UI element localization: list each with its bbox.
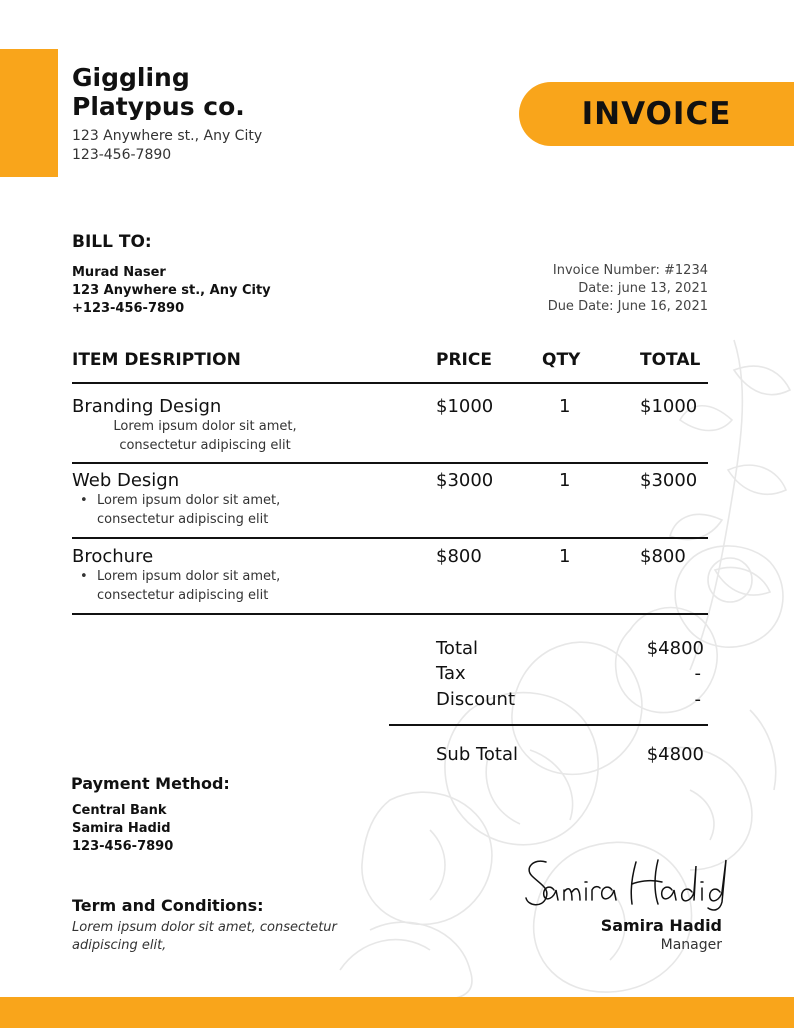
item-name: Web Design [72,470,180,491]
bill-to-name: Murad Naser [72,265,166,280]
item-description [90,417,320,455]
item-description-line: Lorem ipsum dolor sit amet, [97,493,281,508]
payment-name: Samira Hadid [72,821,171,836]
company-phone: 123-456-7890 [72,147,172,163]
signer-name: Samira Hadid [600,916,722,935]
company-name-line1: Giggling [72,63,190,92]
header-price: PRICE [436,350,492,370]
item-description [80,567,280,605]
item-qty: 1 [559,546,571,567]
item-total: $3000 [640,470,698,491]
header-rule-right [390,382,708,384]
subtotal-label: Sub Total [436,744,519,765]
item-total: $800 [640,546,686,567]
company-address: 123 Anywhere st., Any City [72,128,263,144]
terms-heading: Term and Conditions: [72,896,264,915]
header-qty: QTY [542,350,581,370]
item-qty: 1 [559,396,571,417]
invoice-title-pill [519,82,794,146]
subtotal-value: $4800 [646,744,704,765]
item-description-line: Lorem ipsum dolor sit amet, [113,419,297,434]
discount-value: - [694,689,701,710]
item-description-line: Lorem ipsum dolor sit amet, [97,569,281,584]
total-label: Total [436,638,479,659]
signature-graphic [520,852,730,914]
header-total: TOTAL [640,350,701,370]
item-description-line: consectetur adipiscing elit [97,588,269,603]
tax-value: - [694,663,701,684]
tax-label: Tax [436,663,466,684]
header-rule-left [72,382,390,384]
item-price: $800 [436,546,482,567]
bill-to-phone: +123-456-7890 [72,301,185,316]
item-qty: 1 [559,470,571,491]
row-divider [72,462,708,464]
item-price: $3000 [436,470,494,491]
payment-bank: Central Bank [72,803,167,818]
item-total: $1000 [640,396,698,417]
invoice-meta [548,262,708,316]
bill-to-address: 123 Anywhere st., Any City [72,283,271,298]
footer-accent-bar [0,997,794,1028]
payment-method-heading: Payment Method: [71,774,230,793]
invoice-title: INVOICE [581,96,732,132]
item-name: Branding Design [72,396,222,417]
item-name: Brochure [72,546,154,567]
header-accent-block [0,49,58,177]
company-info [72,63,372,165]
discount-label: Discount [436,689,516,710]
invoice-number: Invoice Number: #1234 [552,263,708,278]
bullet-icon: • [80,569,88,584]
terms-text: Lorem ipsum dolor sit amet, consectetur adipiscing elit, [72,920,337,953]
signer-role: Manager [660,937,722,953]
item-description [80,491,280,529]
row-divider [72,537,708,539]
item-description-line: consectetur adipiscing elit [119,438,291,453]
bill-to-section [72,232,392,318]
item-price: $1000 [436,396,494,417]
invoice-date: Date: june 13, 2021 [578,281,708,296]
payment-account: 123-456-7890 [72,839,174,854]
invoice-due-date: Due Date: June 16, 2021 [547,299,708,314]
bullet-icon: • [80,493,88,508]
company-name-line2: Platypus co. [72,92,245,121]
header-item-description: ITEM DESRIPTION [72,350,241,370]
row-divider [72,613,708,615]
item-description-line: consectetur adipiscing elit [97,512,269,527]
total-value: $4800 [646,638,704,659]
bill-to-heading: BILL TO: [72,232,152,252]
summary-rule [389,724,708,726]
